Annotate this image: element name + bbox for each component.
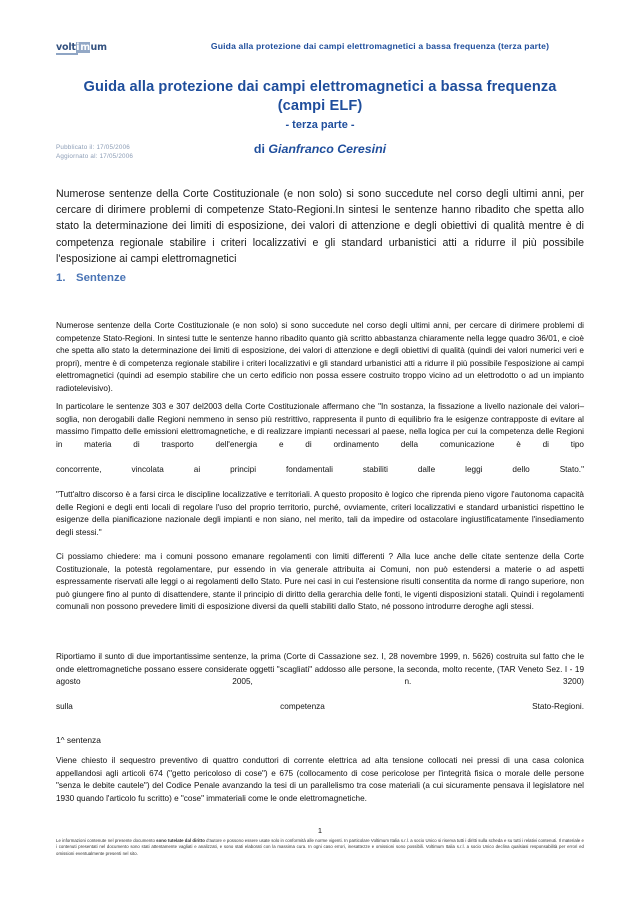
page-subtitle: - terza parte - bbox=[285, 119, 355, 131]
paragraph-2-part-b: concorrente, vincolata ai principi fondamentali stabiliti dalle leggi dello Stato." bbox=[56, 464, 584, 474]
footer-line-2: socio Unico si riserva tutti i diritti sulla scheda e su tutti i relativi contenuti. bbox=[413, 838, 558, 843]
page-content bbox=[56, 0, 584, 906]
footer-line-1c: d'autore e possono essere usate solo in conformità alle norme vigenti. In particolare Voltimum Italia s.r.l. a bbox=[204, 838, 413, 843]
paragraph-1: Numerose sentenze della Corte Costituzionale (e non solo) si sono succedute nel corso degli ultimi anni, per cercare di dirimere problemi di competenze Stato-Regioni. In sintesi tutte le sentenze hanno ribadito quanto già scritto abbastanza chiaramente nella legge quadro 36/01, e cioè che spetta allo stato la determinazione dei limiti di esposizione, dei valori di attenzione e degli obiettivi di qualità (quindi dei valori numerici veri e propri), mentre è di competenza regionale stabilire i criteri localizzativi e gli standard urbanistici atti a ridurre il più possibile l'esposizione ai campi elettromagnetici (quindi ad esempio stabilire che un certo edificio non possa essere costruito troppo vicino ad un elettrodotto o ad un impianto radiotelevisivo). bbox=[56, 321, 584, 393]
logo-text-c: m bbox=[80, 42, 90, 53]
logo-underline bbox=[56, 53, 78, 55]
page-number: 1 bbox=[317, 826, 323, 835]
author-byline bbox=[56, 142, 584, 156]
paragraph-2-part-c: "Tutt'altro discorso è a farsi circa le discipline localizzative e territoriali. A questo proposito è logico che riprenda pieno vigore l'autonoma capacità delle Regioni e degli enti locali di regolare l'uso del proprio territorio, purché, ovviamente, criteri localizzativi e standard urbanistici rispettino le esigenze della pianificazione nazionale degli impianti e non siano, nel merito, tali da impedire od ostacolare ingiustificatamente l'insediamento degli stessi." bbox=[56, 490, 584, 537]
voltimum-logo bbox=[56, 40, 112, 55]
footer-line-1b: sono tutelate dal diritto bbox=[156, 838, 205, 843]
section-title: Sentenze bbox=[76, 272, 127, 284]
paragraph-4-word-sulla: sulla bbox=[56, 702, 73, 712]
logo-text-b: i bbox=[76, 42, 80, 53]
page-title-part2: (campi ELF) bbox=[277, 98, 363, 114]
published-date: Pubblicato il: 17/05/2006 bbox=[56, 144, 130, 151]
paragraph-3: Ci possiamo chiedere: ma i comuni possono emanare regolamenti con limiti differenti ? Alla luce anche delle citate sentenze della Corte Costituzionale, la potestà regolamentare, pur essendo in via generale attribuita ai Comuni, non può estendersi a materie o ad aspetti espressamente riservati alle leggi o ai regolamenti dello Stato. Pure nei casi in cui l'estensione risulti consentita da norme di rango superiore, non può giungere fino al punto di disattendere, stante il principio di diritto della gerarchia delle fonti, le vigenti disposizioni statali. Quindi i regolamenti comunali non possono prevedere limiti di esposizione diversi da quelli stabiliti dallo Stato, né possono introdurre deroghe agli stessi. bbox=[56, 552, 584, 612]
logo-text-e: m bbox=[97, 42, 107, 53]
paragraph-4-word-competenza: competenza bbox=[280, 702, 325, 712]
intro-paragraph: Numerose sentenze della Corte Costituzionale (e non solo) si sono succedute nel corso degli ultimi anni, per cercare di dirimere problemi di competenze Stato-Regioni.In sintesi le sentenze hanno ribadito che spetta allo stato la determinazione dei limiti di esposizione, dei valori di attenzione e degli obiettivi di qualità mentre è di competenza regionale stabilire i criteri localizzativi e gli standard urbanistici atti a ridurre il più possibile l'esposizione ai campi elettromagnetici bbox=[56, 188, 584, 265]
footer-line-3: Il materiale e i contenuti presentati nel documento sono stati attentamente vagliati e analizzati, e sono stati elaborati con la massima cura. In ogni caso errori, inesattezze e omissioni sono bbox=[56, 838, 584, 850]
paragraph-2-part-a: In particolare le sentenze 303 e 307 del2003 della Corte Costituzionale affermano che "In sostanza, la fissazione a livello nazionale dei valori–soglia, non derogabili dalle Regioni nemmeno in senso più restrittivo, rappresenta il punto di equilibrio fra le esigenze contrapposte di evitare al massimo l'impatto delle emissioni elettromagnetiche, e di realizzare impianti necessari al paese, nella logica per cui la competenza delle Regioni in materia di trasporto dell'energia e di ordinamento della comunicazione è di tipo bbox=[56, 402, 584, 449]
paragraph-4-part-a: Riportiamo il sunto di due importantissime sentenze, la prima (Corte di Cassazione sez. I, 28 novembre 1999, n. 5626) costruita sul fatto che le onde elettromagnetiche possano essere considerate oggetti "scagliati" addosso alle persone, la seconda, molto recente, (TAR Veneto Sez. I - 19 agosto 2005, n. 3200) bbox=[56, 652, 584, 687]
paragraph-4-last-line bbox=[56, 701, 584, 726]
footer-line-4: possibili. Voltimum Italia s.r.l. a socio Unico declina qualsiasi responsabilità per errori ed omissioni eventualmente presenti nel sito. bbox=[56, 844, 585, 856]
paragraph-2 bbox=[56, 401, 584, 540]
title-block bbox=[56, 78, 584, 133]
page-title: Guida alla protezione dai campi elettromagnetici a bassa frequenza bbox=[83, 79, 557, 95]
author-prefix: di bbox=[253, 142, 269, 156]
paragraph-5: Viene chiesto il sequestro preventivo di quattro conduttori di corrente elettrica ad alta tensione collocati nei pressi di una casa colonica appellandosi agli articoli 674 ("getto pericoloso di cose") e 675 (collocamento di cose pericolose per l'integrità fisica o morale delle persone "senza le debite cautele") del Codice Penale avanzando la tesi di un parallelismo tra cose materiali (a cui sicuramente pensava il legislatore nel 1930 quando l'articolo fu scritto) e "cose" immateriali come le onde elettromagnetiche. bbox=[56, 756, 584, 803]
section-heading-sentenze bbox=[56, 272, 126, 284]
logo-text-d: u bbox=[90, 42, 98, 53]
paragraph-4 bbox=[56, 651, 584, 727]
running-header-title: Guida alla protezione dai campi elettromagnetici a bassa frequenza (terza parte) bbox=[210, 41, 550, 51]
updated-date: Aggiornato al: 17/05/2006 bbox=[56, 152, 134, 160]
author-name: Gianfranco Ceresini bbox=[268, 142, 387, 156]
logo-text-a: volt bbox=[56, 42, 76, 53]
subheading-prima-sentenza: 1^ sentenza bbox=[56, 735, 101, 745]
footer-disclaimer bbox=[56, 838, 584, 857]
section-number: 1. bbox=[56, 272, 66, 284]
document-header bbox=[56, 38, 584, 64]
footer-line-1a: Le informazioni contenute nel presente documento bbox=[56, 838, 157, 843]
paragraph-4-word-stato-regioni: Stato-Regioni. bbox=[532, 702, 584, 712]
